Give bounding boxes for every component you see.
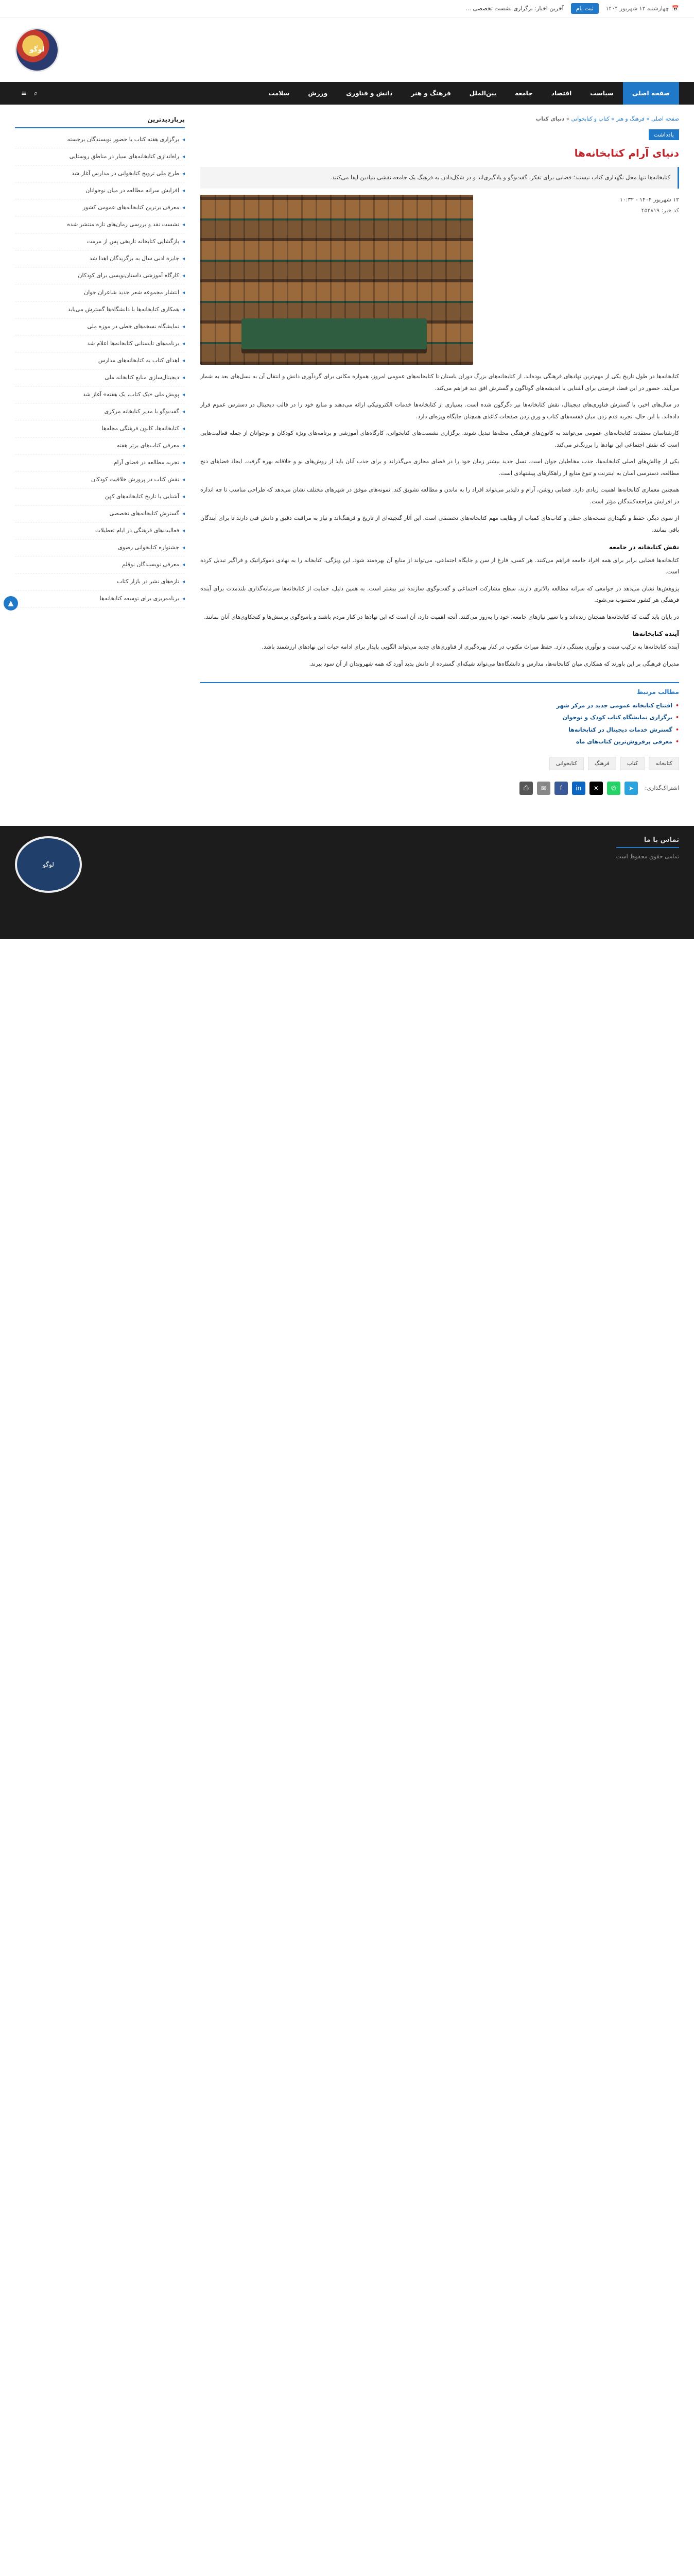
nav-spacer (38, 82, 259, 105)
sidebar-item[interactable]: ◂ تازه‌های نشر در بازار کتاب (15, 573, 185, 590)
related-item[interactable]: • افتتاح کتابخانه عمومی جدید در مرکز شهر (200, 700, 679, 711)
article-paragraph: مدیران فرهنگی بر این باورند که همکاری میان کتابخانه‌ها، مدارس و دانشگاه‌ها می‌تواند شبکه‌ای گسترده از دانش پدید آورد که همه شهروندان از آن سود ببرند. (309, 660, 679, 667)
sidebar-list (15, 131, 185, 607)
news-ticker[interactable]: آخرین اخبار: برگزاری نشست تخصصی ... (465, 5, 564, 12)
related-news (200, 682, 679, 747)
sidebar-item[interactable]: ◂ کتابخانه‌ها، کانون فرهنگی محله‌ها (15, 420, 185, 437)
footer-title: تماس با ما (616, 836, 679, 848)
nav-icons (15, 82, 38, 105)
footer (0, 826, 694, 939)
article-paragraph: کتابخانه‌ها در طول تاریخ یکی از مهم‌ترین نهادهای فرهنگی بوده‌اند. از کتابخانه‌های بزرگ دوران باستان تا کتابخانه‌های عمومی امروز، همواره مکانی برای گردآوری دانش و انتقال آن به نسل‌های بعد به شمار می‌آیند. حضور در این فضا، فرصتی برای آشنایی با اندیشه‌های گوناگون و گسترش افق دید فراهم می‌کند. (200, 373, 679, 392)
tag-chip[interactable]: کتابخانه (649, 757, 679, 770)
nav-item[interactable]: فرهنگ و هنر (411, 90, 451, 97)
footer-copyright: تمامی حقوق محفوظ است (616, 853, 679, 860)
sidebar-item[interactable]: ◂ تجربه مطالعه در فضای آرام (15, 454, 185, 471)
article-paragraph: در سال‌های اخیر، با گسترش فناوری‌های دیجیتال، نقش کتابخانه‌ها نیز دگرگون شده است. بسیاری از کتابخانه‌ها خدمات الکترونیکی ارائه می‌دهند و منابع خود را در قالب دیجیتال در دسترس عموم قرار داده‌اند. با این حال، تجربه قدم زدن میان قفسه‌های کتاب و ورق زدن صفحات کاغذی همچنان جایگاه ویژه‌ای دارد. (200, 401, 679, 420)
share-bar (200, 782, 679, 795)
sidebar-item[interactable]: ◂ معرفی نویسندگان نوقلم (15, 556, 185, 573)
sidebar-item[interactable]: ◂ همکاری کتابخانه‌ها با دانشگاه‌ها گسترش می‌یابد (15, 301, 185, 318)
hero-image (200, 195, 473, 365)
tag-chip[interactable]: فرهنگ (588, 757, 616, 770)
sidebar (15, 116, 185, 607)
article-paragraph: پژوهش‌ها نشان می‌دهد در جوامعی که سرانه مطالعه بالاتری دارند، سطح مشارکت اجتماعی و گفت‌وگوی سازنده نیز بیشتر است. به همین دلیل، حمایت از کتابخانه‌ها سرمایه‌گذاری بلندمدت برای آینده فرهنگی هر کشور محسوب می‌شود. (200, 585, 679, 604)
sidebar-item[interactable]: ◂ برگزاری هفته کتاب با حضور نویسندگان برجسته (15, 131, 185, 148)
sidebar-item[interactable]: ◂ راه‌اندازی کتابخانه‌های سیار در مناطق روستایی (15, 148, 185, 165)
article-meta (481, 195, 679, 216)
sidebar-item[interactable]: ◂ انتشار مجموعه شعر جدید شاعران جوان (15, 284, 185, 301)
article-lead: کتابخانه‌ها تنها محل نگهداری کتاب نیستند؛ فضایی برای تفکر، گفت‌وگو و یادگیری‌اند و در شکل‌دادن به فرهنگ یک جامعه نقشی بنیادین ایفا می‌کنند. (200, 167, 679, 189)
article-paragraph: از سوی دیگر، حفظ و نگهداری نسخه‌های خطی و کتاب‌های کمیاب از وظایف مهم کتابخانه‌های تخصصی است. این آثار گنجینه‌ای از تاریخ و فرهنگ‌اند و نیاز به مراقبت دقیق و دانش فنی دارند تا برای آیندگان باقی بمانند. (200, 515, 679, 534)
sidebar-item[interactable]: ◂ بازگشایی کتابخانه تاریخی پس از مرمت (15, 233, 185, 250)
breadcrumb-path[interactable]: صفحه اصلی » فرهنگ و هنر » کتاب و کتابخوانی (571, 116, 679, 122)
footer-logo[interactable]: لوگو (15, 836, 82, 893)
sidebar-item[interactable]: ◂ افزایش سرانه مطالعه در میان نوجوانان (15, 182, 185, 199)
sidebar-item[interactable]: ◂ اهدای کتاب به کتابخانه‌های مدارس (15, 352, 185, 369)
article-code: کد خبر: ۴۵۲۸۱۹ (641, 207, 679, 214)
site-logo[interactable]: لوگو (15, 28, 59, 72)
sidebar-item[interactable]: ◂ گفت‌وگو با مدیر کتابخانه مرکزی (15, 403, 185, 420)
article-date: ۱۲ شهریور ۱۴۰۴ - ۱۰:۳۲ (619, 196, 679, 203)
sidebar-item[interactable]: ◂ فعالیت‌های فرهنگی در ایام تعطیلات (15, 522, 185, 539)
article-title: دنیای آرام کتابخانه‌ها (574, 147, 679, 159)
related-title: مطالب مرتبط (636, 688, 679, 696)
nav-item[interactable]: سلامت (268, 90, 290, 97)
sidebar-item[interactable]: ◂ جشنواره کتابخوانی رضوی (15, 539, 185, 556)
x-icon[interactable]: ✕ (589, 782, 603, 795)
tag-list (200, 757, 679, 770)
top-strip (0, 0, 694, 18)
article-paragraph: در پایان باید گفت که کتابخانه‌ها همچنان زنده‌اند و با تغییر نیازهای جامعه، خود را به‌روز می‌کنند. آنچه اهمیت دارد، آن است که این نهادها در کنار مردم باشند و پاسخ‌گوی پرسش‌ها و کنجکاوی‌های آنان بمانند. (204, 613, 679, 620)
sidebar-item[interactable]: ◂ معرفی کتاب‌های برتر هفته (15, 437, 185, 454)
article-subheading: نقش کتابخانه در جامعه (609, 543, 679, 551)
sidebar-item[interactable]: ◂ برنامه‌های تابستانی کتابخانه‌ها اعلام شد (15, 335, 185, 352)
signup-button[interactable]: ثبت نام (571, 3, 599, 14)
whatsapp-icon[interactable]: ✆ (607, 782, 620, 795)
sidebar-item[interactable]: ◂ پویش ملی «یک کتاب، یک هفته» آغاز شد (15, 386, 185, 403)
print-icon[interactable]: ⎙ (519, 782, 533, 795)
nav-item[interactable]: اقتصاد (551, 90, 572, 97)
article-kicker: یادداشت (649, 129, 679, 140)
article-paragraph: کارشناسان معتقدند کتابخانه‌های عمومی می‌توانند به کانون‌های فرهنگی محله‌ها تبدیل شوند. برگزاری نشست‌های کتابخوانی، کارگاه‌های آموزشی و برنامه‌های ویژه کودکان و نوجوانان از جمله فعالیت‌هایی است که نقش اجتماعی این نهادها را پررنگ‌تر می‌کند. (200, 430, 679, 448)
library-table-shape (241, 318, 427, 349)
scroll-up-button[interactable] (4, 596, 18, 611)
menu-icon[interactable]: ≡ (21, 89, 27, 97)
main-nav (0, 82, 694, 105)
sidebar-item[interactable]: ◂ طرح ملی ترویج کتابخوانی در مدارس آغاز شد (15, 165, 185, 182)
calendar-icon: 📅 (672, 5, 679, 12)
related-item[interactable]: • گسترش خدمات دیجیتال در کتابخانه‌ها (200, 724, 679, 736)
breadcrumb-current: دنیای کتاب (535, 116, 565, 122)
search-icon[interactable]: ⌕ (33, 89, 38, 97)
sidebar-title: پربازدیدترین (15, 116, 185, 128)
sidebar-item[interactable]: ◂ آشنایی با تاریخ کتابخانه‌های کهن (15, 488, 185, 505)
telegram-icon[interactable]: ➤ (624, 782, 638, 795)
sidebar-item[interactable]: ◂ دیجیتال‌سازی منابع کتابخانه ملی (15, 369, 185, 386)
sidebar-item[interactable]: ◂ معرفی برترین کتابخانه‌های عمومی کشور (15, 199, 185, 216)
related-list (200, 700, 679, 747)
article-paragraph: همچنین معماری کتابخانه‌ها اهمیت زیادی دارد. فضایی روشن، آرام و دلپذیر می‌تواند افراد را به ماندن و مطالعه تشویق کند. نمونه‌های موفق در شهرهای مختلف نشان می‌دهد که طراحی مناسب تا چه اندازه در افزایش مراجعه‌کنندگان مؤثر است. (200, 486, 679, 505)
related-item[interactable]: • برگزاری نمایشگاه کتاب کودک و نوجوان (200, 711, 679, 723)
tag-chip[interactable]: کتاب (620, 757, 645, 770)
header (0, 18, 694, 82)
nav-item[interactable]: صفحه اصلی (623, 82, 679, 105)
sidebar-item[interactable]: ◂ نمایشگاه نسخه‌های خطی در موزه ملی (15, 318, 185, 335)
related-item[interactable]: • معرفی پرفروش‌ترین کتاب‌های ماه (200, 736, 679, 748)
article-body (200, 371, 679, 670)
nav-item[interactable]: بین‌الملل (469, 90, 497, 97)
article-subheading: آینده کتابخانه‌ها (632, 630, 679, 638)
chevron-up-icon: ▲ (8, 599, 14, 607)
sidebar-item[interactable]: ◂ برنامه‌ریزی برای توسعه کتابخانه‌ها (15, 590, 185, 607)
sidebar-item[interactable]: ◂ کارگاه آموزشی داستان‌نویسی برای کودکان (15, 267, 185, 284)
nav-item[interactable]: جامعه (515, 90, 533, 97)
date-display (606, 5, 679, 12)
tag-chip[interactable]: کتابخوانی (549, 757, 584, 770)
sidebar-item[interactable]: ◂ نشست نقد و بررسی رمان‌های تازه منتشر شده (15, 216, 185, 233)
sidebar-item[interactable]: ◂ گسترش کتابخانه‌های تخصصی (15, 505, 185, 522)
nav-item[interactable]: دانش و فناوری (346, 90, 393, 97)
facebook-icon[interactable]: f (554, 782, 568, 795)
sidebar-item[interactable]: ◂ جایزه ادبی سال به برگزیدگان اهدا شد (15, 250, 185, 267)
article-main (200, 116, 679, 795)
article-paragraph: یکی از چالش‌های اصلی کتابخانه‌ها، جذب مخاطبان جوان است. نسل جدید بیشتر زمان خود را در فضای مجازی می‌گذراند و برای جذب آنان باید از روش‌های نو و خلاقانه بهره گرفت. ایجاد فضاهای دنج مطالعه، دسترسی آسان به اینترنت و تنوع منابع از راهکارهای پیشنهادی است. (200, 458, 679, 477)
article-paragraph: آینده کتابخانه‌ها به ترکیب سنت و نوآوری بستگی دارد. حفظ میراث مکتوب در کنار بهره‌گیری از فناوری‌های جدید می‌تواند الگویی پایدار برای ادامه حیات این نهادهای ارزشمند باشد. (262, 643, 679, 651)
article-paragraph: کتابخانه‌ها فضایی برابر برای همه افراد جامعه فراهم می‌کنند. هر کسی، فارغ از سن و جایگاه اجتماعی، می‌تواند از منابع آن بهره‌مند شود. این ویژگی، کتابخانه را به نهادی دموکراتیک و فراگیر تبدیل کرده است. (200, 556, 679, 575)
nav-item[interactable]: سیاست (590, 90, 614, 97)
breadcrumb: صفحه اصلی » فرهنگ و هنر » کتاب و کتابخوانی » دنیای کتاب (535, 116, 679, 122)
email-icon[interactable]: ✉ (537, 782, 550, 795)
nav-item[interactable]: ورزش (308, 90, 328, 97)
date-text: چهارشنبه ۱۲ شهریور ۱۴۰۴ (605, 5, 669, 12)
sidebar-item[interactable]: ◂ نقش کتاب در پرورش خلاقیت کودکان (15, 471, 185, 488)
share-label: اشتراک‌گذاری: (645, 785, 679, 792)
linkedin-icon[interactable]: in (572, 782, 585, 795)
